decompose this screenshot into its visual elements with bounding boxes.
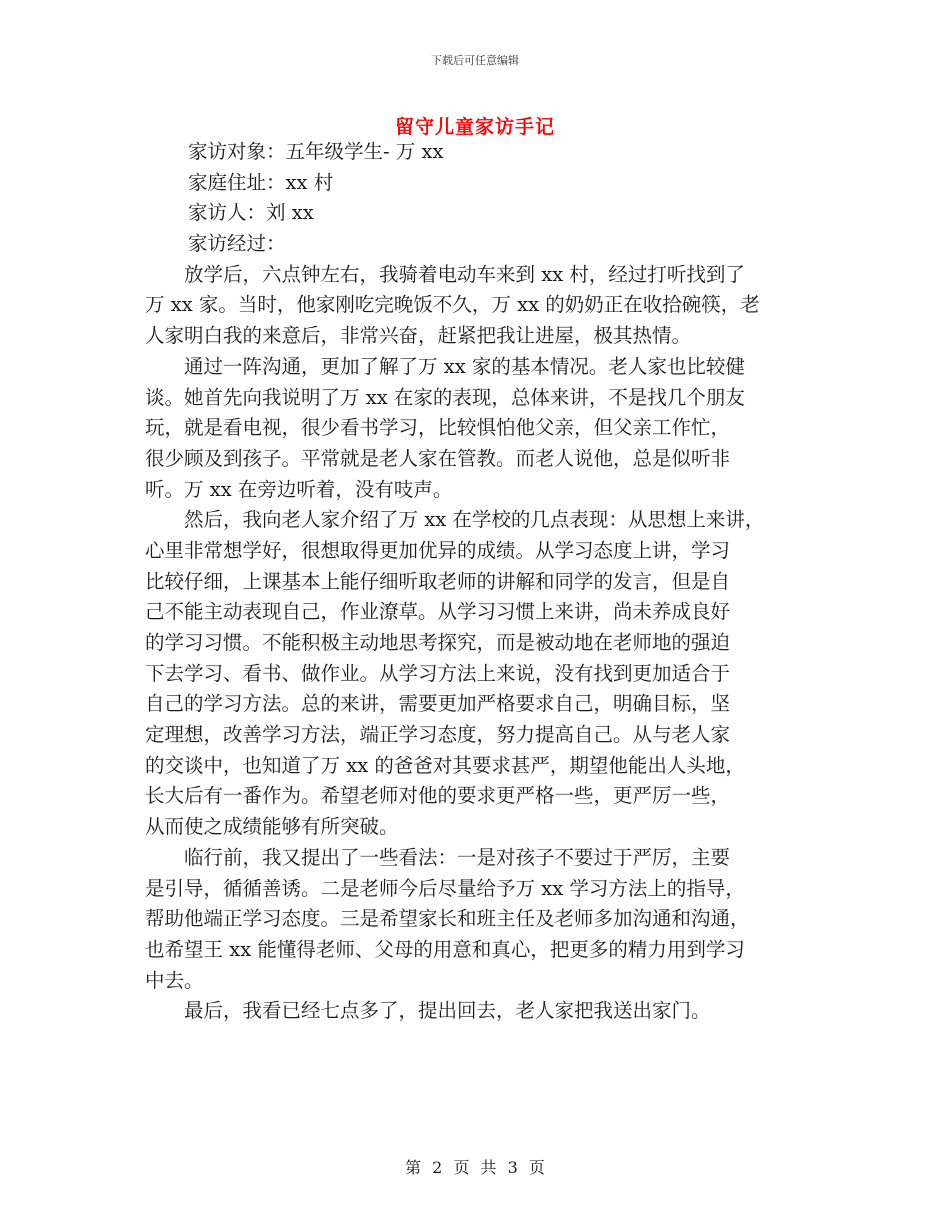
paragraph-line: 自己的学习方法。总的来讲，需要更加严格要求自己，明确目标，坚 — [145, 692, 731, 716]
paragraph-line: 己不能主动表现自己，作业潦草。从学习习惯上来讲，尚未养成良好 — [145, 600, 731, 624]
paragraph-line: 万 xx 家。当时，他家刚吃完晚饭不久，万 xx 的奶奶正在收拾碗筷，老 — [145, 293, 760, 317]
paragraph-line: 放学后，六点钟左右，我骑着电动车来到 xx 村，经过打听找到了 — [145, 262, 745, 286]
paragraph-line: 最后，我看已经七点多了，提出回去，老人家把我送出家门。 — [145, 999, 711, 1023]
paragraph-line: 心里非常想学好，很想取得更加优异的成绩。从学习态度上讲，学习 — [145, 538, 731, 562]
paragraph-line: 很少顾及到孩子。平常就是老人家在管教。而老人说他，总是似听非 — [145, 446, 731, 470]
meta-visit-target: 家访对象：五年级学生- 万 xx — [188, 140, 444, 163]
paragraph-line: 帮助他端正学习态度。三是希望家长和班主任及老师多加沟通和沟通， — [145, 907, 750, 931]
paragraph-line: 从而使之成绩能够有所突破。 — [145, 815, 399, 839]
document-title: 留守儿童家访手记 — [394, 116, 555, 138]
paragraph-line: 听。万 xx 在旁边听着，没有吱声。 — [145, 477, 453, 501]
paragraph-line: 中去。 — [145, 968, 204, 992]
document-body — [145, 137, 820, 1027]
paragraph-line: 人家明白我的来意后，非常兴奋，赶紧把我让进屋，极其热情。 — [145, 324, 692, 348]
paragraph-line: 是引导，循循善诱。二是老师今后尽量给予万 xx 学习方法上的指导， — [145, 876, 745, 900]
header-note: 下载后可任意编辑 — [431, 54, 519, 67]
paragraph-line: 长大后有一番作为。希望老师对他的要求更严格一些，更严厉一些， — [145, 784, 731, 808]
page-number: 第 2 页 共 3 页 — [405, 1158, 545, 1177]
paragraph-line: 临行前，我又提出了一些看法：一是对孩子不要过于严厉，主要 — [145, 845, 731, 869]
paragraph-line: 玩，就是看电视，很少看书学习，比较惧怕他父亲，但父亲工作忙， — [145, 416, 731, 440]
paragraph-line: 定理想，改善学习方法，端正学习态度，努力提高自己。从与老人家 — [145, 723, 731, 747]
meta-home-address: 家庭住址：xx 村 — [188, 170, 334, 194]
paragraph-suggestions — [145, 843, 820, 996]
paragraph-departure — [145, 996, 820, 1027]
paragraph-line: 的学习习惯。不能积极主动地思考探究，而是被动地在老师地的强迫 — [145, 631, 731, 654]
paragraph-line: 下去学习、看书、做作业。从学习方法上来说，没有找到更加适合于 — [145, 661, 731, 685]
paragraph-line: 也希望王 xx 能懂得老师、父母的用意和真心，把更多的精力用到学习 — [145, 937, 745, 961]
paragraph-line: 的交谈中，也知道了万 xx 的爸爸对其要求甚严，期望他能出人头地， — [145, 753, 745, 777]
paragraph-line: 比较仔细，上课基本上能仔细听取老师的讲解和同学的发言，但是自 — [145, 569, 731, 593]
paragraph-home-situation — [145, 352, 820, 505]
meta-visitor: 家访人：刘 xx — [188, 201, 314, 225]
paragraph-line: 然后，我向老人家介绍了万 xx 在学校的几点表现：从思想上来讲， — [145, 508, 765, 532]
paragraph-line: 通过一阵沟通，更加了解了万 xx 家的基本情况。老人家也比较健 — [145, 354, 745, 378]
meta-visit-process: 家访经过： — [188, 232, 286, 256]
paragraph-line: 谈。她首先向我说明了万 xx 在家的表现，总体来讲，不是找几个朋友 — [145, 385, 745, 409]
paragraph-arrival — [145, 260, 820, 352]
paragraph-school-performance — [145, 505, 820, 843]
